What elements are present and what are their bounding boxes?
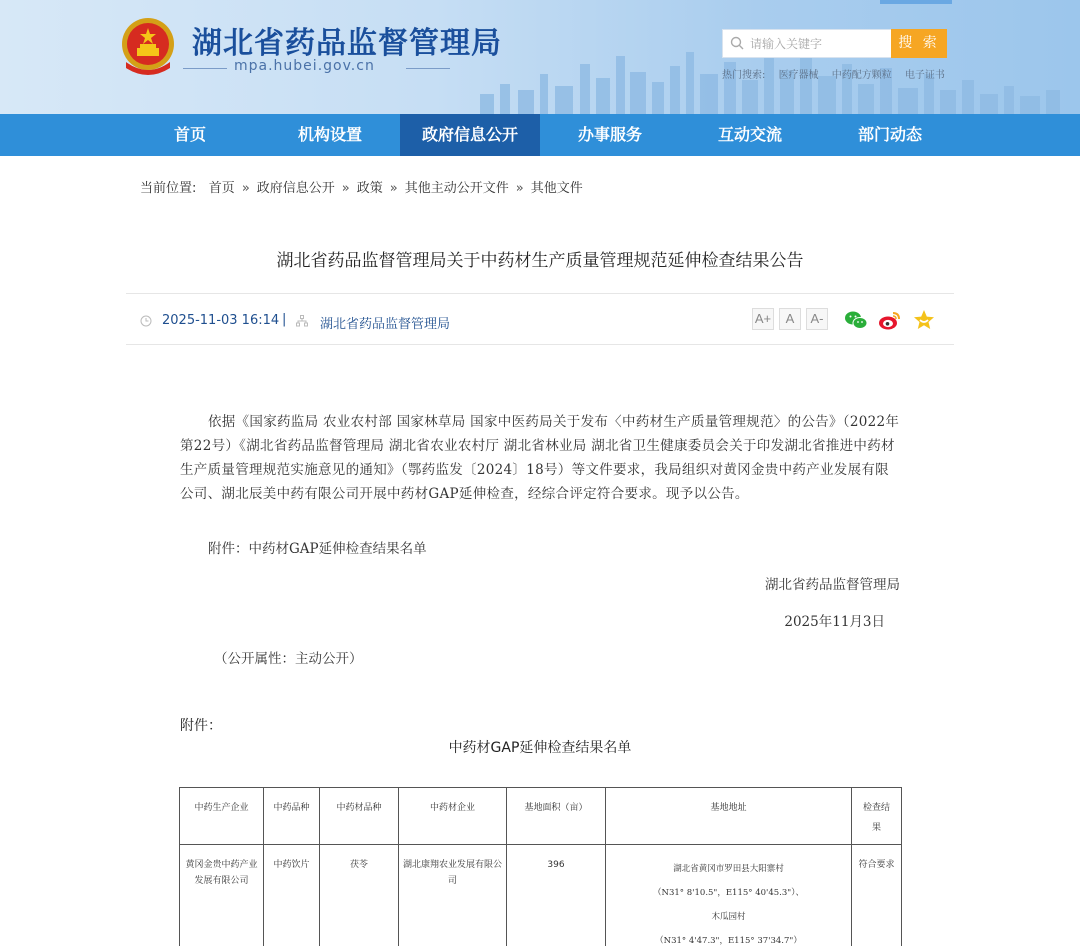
top-accent-bar bbox=[880, 0, 952, 4]
font-normal-button[interactable] bbox=[779, 308, 801, 330]
hot-search-link[interactable]: 中药配方颗粒 bbox=[831, 70, 892, 81]
meta-separator: | bbox=[282, 312, 287, 327]
breadcrumb-separator: » bbox=[515, 181, 524, 196]
hot-search-link[interactable]: 医疗器械 bbox=[778, 70, 819, 81]
site-title: 湖北省药品监督管理局 bbox=[192, 26, 502, 61]
article-source: 湖北省药品监督管理局 bbox=[320, 317, 451, 332]
table-row bbox=[180, 845, 902, 946]
open-attribute: （公开属性：主动公开） bbox=[214, 651, 363, 667]
column-header: 中药品种 bbox=[264, 788, 320, 845]
search-input[interactable] bbox=[750, 30, 886, 57]
column-header: 中药材品种 bbox=[320, 788, 399, 845]
address-line: （N31° 8'10.5"，E115° 40'45.3"）、 bbox=[653, 888, 804, 898]
font-normal-label: A bbox=[785, 311, 795, 326]
weibo-icon[interactable] bbox=[878, 308, 902, 332]
cell-variety: 中药饮片 bbox=[264, 845, 320, 946]
nav-item-home[interactable]: 首页 bbox=[173, 125, 206, 144]
site-header bbox=[0, 0, 1080, 114]
results-table bbox=[179, 787, 902, 946]
nav-item-interaction[interactable]: 互动交流 bbox=[717, 125, 782, 144]
publish-datetime: 2025-11-03 16:14 bbox=[162, 313, 280, 328]
favorite-star-icon[interactable] bbox=[912, 308, 936, 332]
font-increase-button[interactable] bbox=[752, 308, 774, 330]
font-decrease-label: A- bbox=[810, 311, 824, 326]
column-header: 中药生产企业 bbox=[180, 788, 264, 845]
column-header: 基地地址 bbox=[606, 788, 852, 845]
column-header: 中药材企业 bbox=[399, 788, 507, 845]
cell-address bbox=[606, 845, 852, 946]
breadcrumb-link[interactable]: 政府信息公开 bbox=[256, 181, 335, 196]
table-header-row bbox=[180, 788, 902, 845]
breadcrumb-label: 当前位置: bbox=[140, 181, 197, 196]
search-button[interactable]: 搜 索 bbox=[891, 29, 947, 58]
nav-item-organization[interactable]: 机构设置 bbox=[297, 125, 362, 144]
article-meta bbox=[126, 293, 954, 345]
cell-herb-company: 湖北康翔农业发展有限公司 bbox=[399, 845, 507, 946]
search-icon bbox=[730, 36, 744, 50]
site-domain: mpa.hubei.gov.cn bbox=[234, 58, 375, 74]
breadcrumb-link[interactable]: 其他主动公开文件 bbox=[404, 181, 509, 196]
breadcrumb bbox=[140, 177, 583, 196]
cell-herb: 茯苓 bbox=[320, 845, 399, 946]
signature-date: 2025年11月3日 bbox=[784, 614, 885, 630]
clock-icon bbox=[140, 315, 152, 327]
address-line: 木瓜园村 bbox=[711, 912, 746, 922]
attachment-label: 附件： bbox=[180, 718, 222, 734]
cell-area: 396 bbox=[507, 845, 606, 946]
table-title: 中药材GAP延伸检查结果名单 bbox=[448, 740, 632, 756]
attachment-line: 附件：中药材GAP延伸检查结果名单 bbox=[208, 541, 427, 557]
divider bbox=[183, 68, 227, 69]
address-line: （N31° 4'47.3"，E115° 37'34.7"） bbox=[655, 936, 802, 946]
nav-item-services[interactable]: 办事服务 bbox=[577, 125, 642, 144]
font-increase-label: A+ bbox=[754, 311, 772, 326]
main-nav bbox=[0, 114, 1080, 156]
breadcrumb-separator: » bbox=[389, 181, 398, 196]
breadcrumb-link[interactable]: 政策 bbox=[356, 181, 383, 196]
address-line: 湖北省黄冈市罗田县大阳寨村 bbox=[673, 864, 784, 874]
signature-org: 湖北省药品监督管理局 bbox=[765, 577, 900, 593]
nav-item-gov-info[interactable]: 政府信息公开 bbox=[400, 114, 540, 156]
breadcrumb-separator: » bbox=[341, 181, 350, 196]
breadcrumb-link[interactable]: 首页 bbox=[208, 181, 235, 196]
breadcrumb-link[interactable]: 其他文件 bbox=[530, 181, 583, 196]
font-decrease-button[interactable] bbox=[806, 308, 828, 330]
cell-company: 黄冈金贵中药产业发展有限公司 bbox=[180, 845, 264, 946]
nav-item-news[interactable]: 部门动态 bbox=[857, 125, 922, 144]
column-header: 检查结果 bbox=[852, 788, 902, 845]
organization-icon bbox=[296, 315, 308, 327]
wechat-icon[interactable] bbox=[844, 308, 868, 332]
hot-search bbox=[722, 66, 955, 81]
breadcrumb-separator: » bbox=[241, 181, 250, 196]
column-header: 基地面积（亩） bbox=[507, 788, 606, 845]
cell-result: 符合要求 bbox=[852, 845, 902, 946]
article-paragraph: 依据《国家药监局 农业农村部 国家林草局 国家中医药局关于发布〈中药材生产质量管理规范〉的公告》（2022年第22号）《湖北省药品监督管理局 湖北省农业农村厅 湖北省林业局 湖北省卫生健康委员会关于印发湖北省推进中药材生产质量管理规范实施意见的通知》（鄂药监发〔2024〕18号）等文件要求，我局组织对黄冈金贵中药产业发展有限公司、湖北辰美中药有限公司开展中药材GAP延伸检查，经综合评定符合要求。现予以公告。 bbox=[180, 414, 900, 502]
divider bbox=[406, 68, 450, 69]
hot-search-link[interactable]: 电子证书 bbox=[904, 70, 945, 81]
hot-search-label: 热门搜索: bbox=[722, 70, 766, 81]
national-emblem-logo bbox=[120, 16, 176, 76]
article-title: 湖北省药品监督管理局关于中药材生产质量管理规范延伸检查结果公告 bbox=[276, 251, 804, 271]
